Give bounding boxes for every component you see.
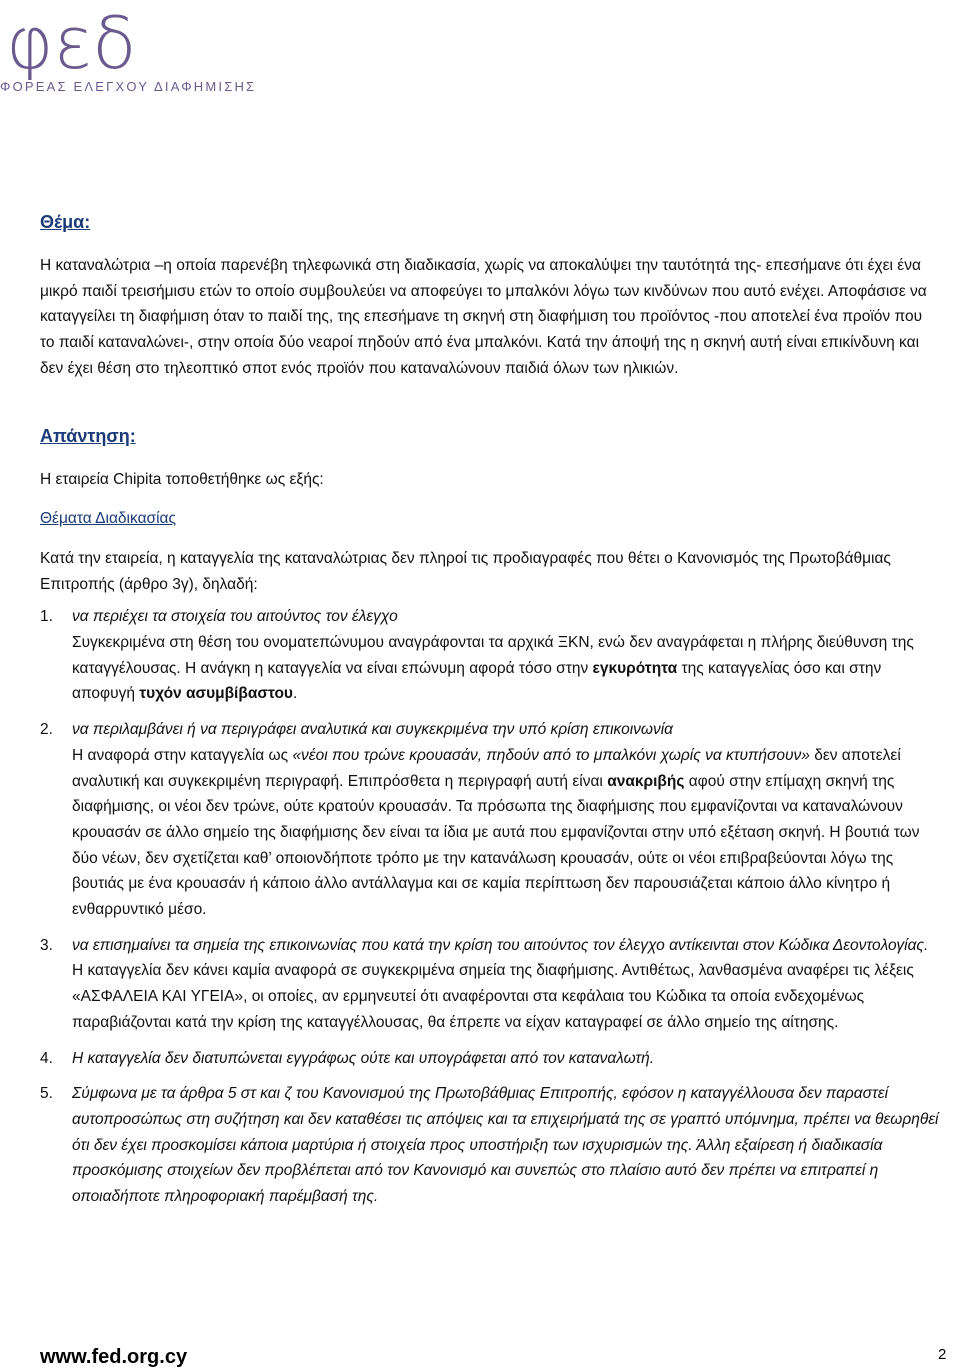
- list-item-emphasis: ανακριβής: [607, 772, 685, 790]
- list-item-quote: «νέοι που τρώνε κρουασάν, πηδούν από το μπαλκόνι χωρίς να κτυπήσουν»: [292, 746, 810, 764]
- list-item-title: Η καταγγελία δεν διατυπώνεται εγγράφως ούτε και υπογράφεται από τον καταναλωτή.: [72, 1049, 655, 1067]
- list-item-title: να περιέχει τα στοιχεία του αιτούντος τον έλεγχο: [72, 608, 398, 626]
- logo-tagline: ΦΟΡΕΑΣ ΕΛΕΓΧΟΥ ΔΙΑΦΗΜΙΣΗΣ: [0, 79, 257, 94]
- procedure-subheading: Θέματα Διαδικασίας: [40, 510, 176, 528]
- list-item-text: της καταγγελίας όσο και στην αποφυγή: [72, 659, 882, 703]
- logo-wordmark: [0, 0, 180, 80]
- list-item-number: 4.: [40, 1049, 53, 1067]
- list-item-emphasis: εγκυρότητα: [592, 659, 678, 677]
- logo-wordmark-text: φεδ: [6, 1, 137, 80]
- list-item: [40, 1046, 940, 1072]
- list-item-text: Η καταγγελία δεν κάνει καμία αναφορά σε συγκεκριμένα σημεία της διαφήμισης. Αντιθέτως, λανθασμένα αναφέρει τις λέξεις «ΑΣΦΑΛΕΙΑ ΚΑΙ ΥΓΕΙΑ», οι οποίες, αν ερμηνευτεί ότι αναφέρονται στα κεφάλαια του Κώδικα τα οποία ενδεχομένως παραβιάζονται κατά την κρίση της καταγγέλλουσας, θα έπρεπε να είχαν καταγραφεί σε άλλο σημείο της αίτησης.: [72, 962, 914, 1031]
- footer-website-link[interactable]: www.fed.org.cy: [40, 1346, 188, 1368]
- list-item-emphasis: τυχόν ασυμβίβαστου: [139, 685, 293, 703]
- logo: [0, 0, 270, 100]
- subject-text: Η καταναλώτρια –η οποία παρενέβη τηλεφωνικά στη διαδικασία, χωρίς να αποκαλύψει την ταυτότητά της- επεσήμανε ότι έχει ένα μικρό παιδί τρεισήμισυ ετών το οποίο συμβουλεύει να αποφεύγει το μπαλκόνι λόγω των κινδύνων που αυτό ενέχει. Αποφάσισε να καταγγείλει τη διαφήμιση όταν το παιδί της, της επεσήμανε τη σκηνή στη διαφήμιση του προϊόντος -που αποτελεί ένα προϊόν που το παιδί καταναλώνει-, στην οποία δύο νεαροί πηδούν από ένα μπαλκόνι. Κατά την άποψή της η σκηνή αυτή είναι επικίνδυνη και δεν έχει θέση στο τηλεοπτικό σποτ ενός προϊόν που καταναλώνουν παιδιά όλων των ηλικιών.: [40, 257, 927, 377]
- list-item-text: Η αναφορά στην καταγγελία ως: [72, 746, 293, 764]
- document-body: [40, 212, 940, 1210]
- list-item-number: 1.: [40, 608, 53, 626]
- list-item: [40, 717, 940, 923]
- answer-intro: Η εταιρεία Chipita τοποθετήθηκε ως εξής:: [40, 470, 324, 488]
- list-item-text: αφού στην επίμαχη σκηνή της διαφήμισης, οι νέοι δεν τρώνε, ούτε κρατούν κρουασάν. Τα πρόσωπα της διαφήμισης που εμφανίζονται να καταναλώνουν κρουασάν σε άλλο σημείο της διαφήμισης δεν είναι τα ίδια με αυτά που εμφανίζονται στην υπό εξέταση σκηνή. Η βουτιά των δύο νέων, δεν σχετίζεται καθ’ οποιονδήποτε τρόπο με την κατανάλωση κρουασάν, ούτε οι νέοι επιβραβεύονται λόγω της βουτιάς με ένα κρουασάν ή κάποιο άλλο αντάλλαγμα και σε καμία περίπτωση δεν παρουσιάζεται κάποιο άλλο κίνητρο ή ενθαρρυντικό μέσο.: [72, 772, 920, 919]
- list-item-title: να περιλαμβάνει ή να περιγράφει αναλυτικά και συγκεκριμένα την υπό κρίση επικοινωνία: [72, 721, 673, 739]
- list-item-text: δεν αποτελεί αναλυτική και συγκεκριμένη περιγραφή. Επιπρόσθετα η περιγραφή αυτή είναι: [72, 746, 901, 790]
- list-item-number: 3.: [40, 936, 53, 954]
- page-number: 2: [938, 1346, 947, 1363]
- list-item: [40, 604, 940, 707]
- answer-heading: Απάντηση:: [40, 425, 136, 446]
- list-item: [40, 1081, 940, 1210]
- list-item-number: 2.: [40, 721, 53, 739]
- list-item-text: Συγκεκριμένα στη θέση του ονοματεπώνυμου αναγράφονται τα αρχικά ΞΚΝ, ενώ δεν αναγράφεται η πλήρης διεύθυνση της καταγγέλουσας. Η ανάγκη η καταγγελία να είναι επώνυμη αφορά τόσο στην: [72, 634, 914, 677]
- list-item-title: Σύμφωνα με τα άρθρα 5 στ και ζ του Κανονισμού της Πρωτοβάθμιας Επιτροπής, εφόσον η καταγγέλλουσα δεν παραστεί αυτοπροσώπως στη συζήτηση και δεν καταθέσει τις απόψεις και τα επιχειρήματά της σε γραπτό υπόμνημα, πρέπει να θεωρηθεί ότι δεν έχει προσκομίσει κάποια μαρτύρια ή στοιχεία προς υποστήριξη των ισχυρισμών της. Άλλη εξαίρεση ή διαδικασία προσκόμισης στοιχείων δεν προβλέπεται από τον Κανονισμό και συνεπώς στο πλαίσιο αυτό δεν πρέπει να επιτραπεί η οποιαδήποτε πληροφοριακή παρέμβασή της.: [72, 1085, 939, 1206]
- answer-lead: Κατά την εταιρεία, η καταγγελία της καταναλώτριας δεν πληροί τις προδιαγραφές που θέτει ο Κανονισμός της Πρωτοβάθμιας Επιτροπής (άρθρο 3γ), δηλαδή:: [40, 549, 891, 593]
- list-item-number: 5.: [40, 1085, 53, 1103]
- subject-heading: Θέμα:: [40, 212, 91, 232]
- list-item-title: να επισημαίνει τα σημεία της επικοινωνίας που κατά την κρίση του αιτούντος τον έλεγχο αντίκεινται στον Κώδικα Δεοντολογίας.: [72, 936, 929, 954]
- list-item: [40, 933, 940, 1036]
- list-item-text: .: [292, 685, 298, 703]
